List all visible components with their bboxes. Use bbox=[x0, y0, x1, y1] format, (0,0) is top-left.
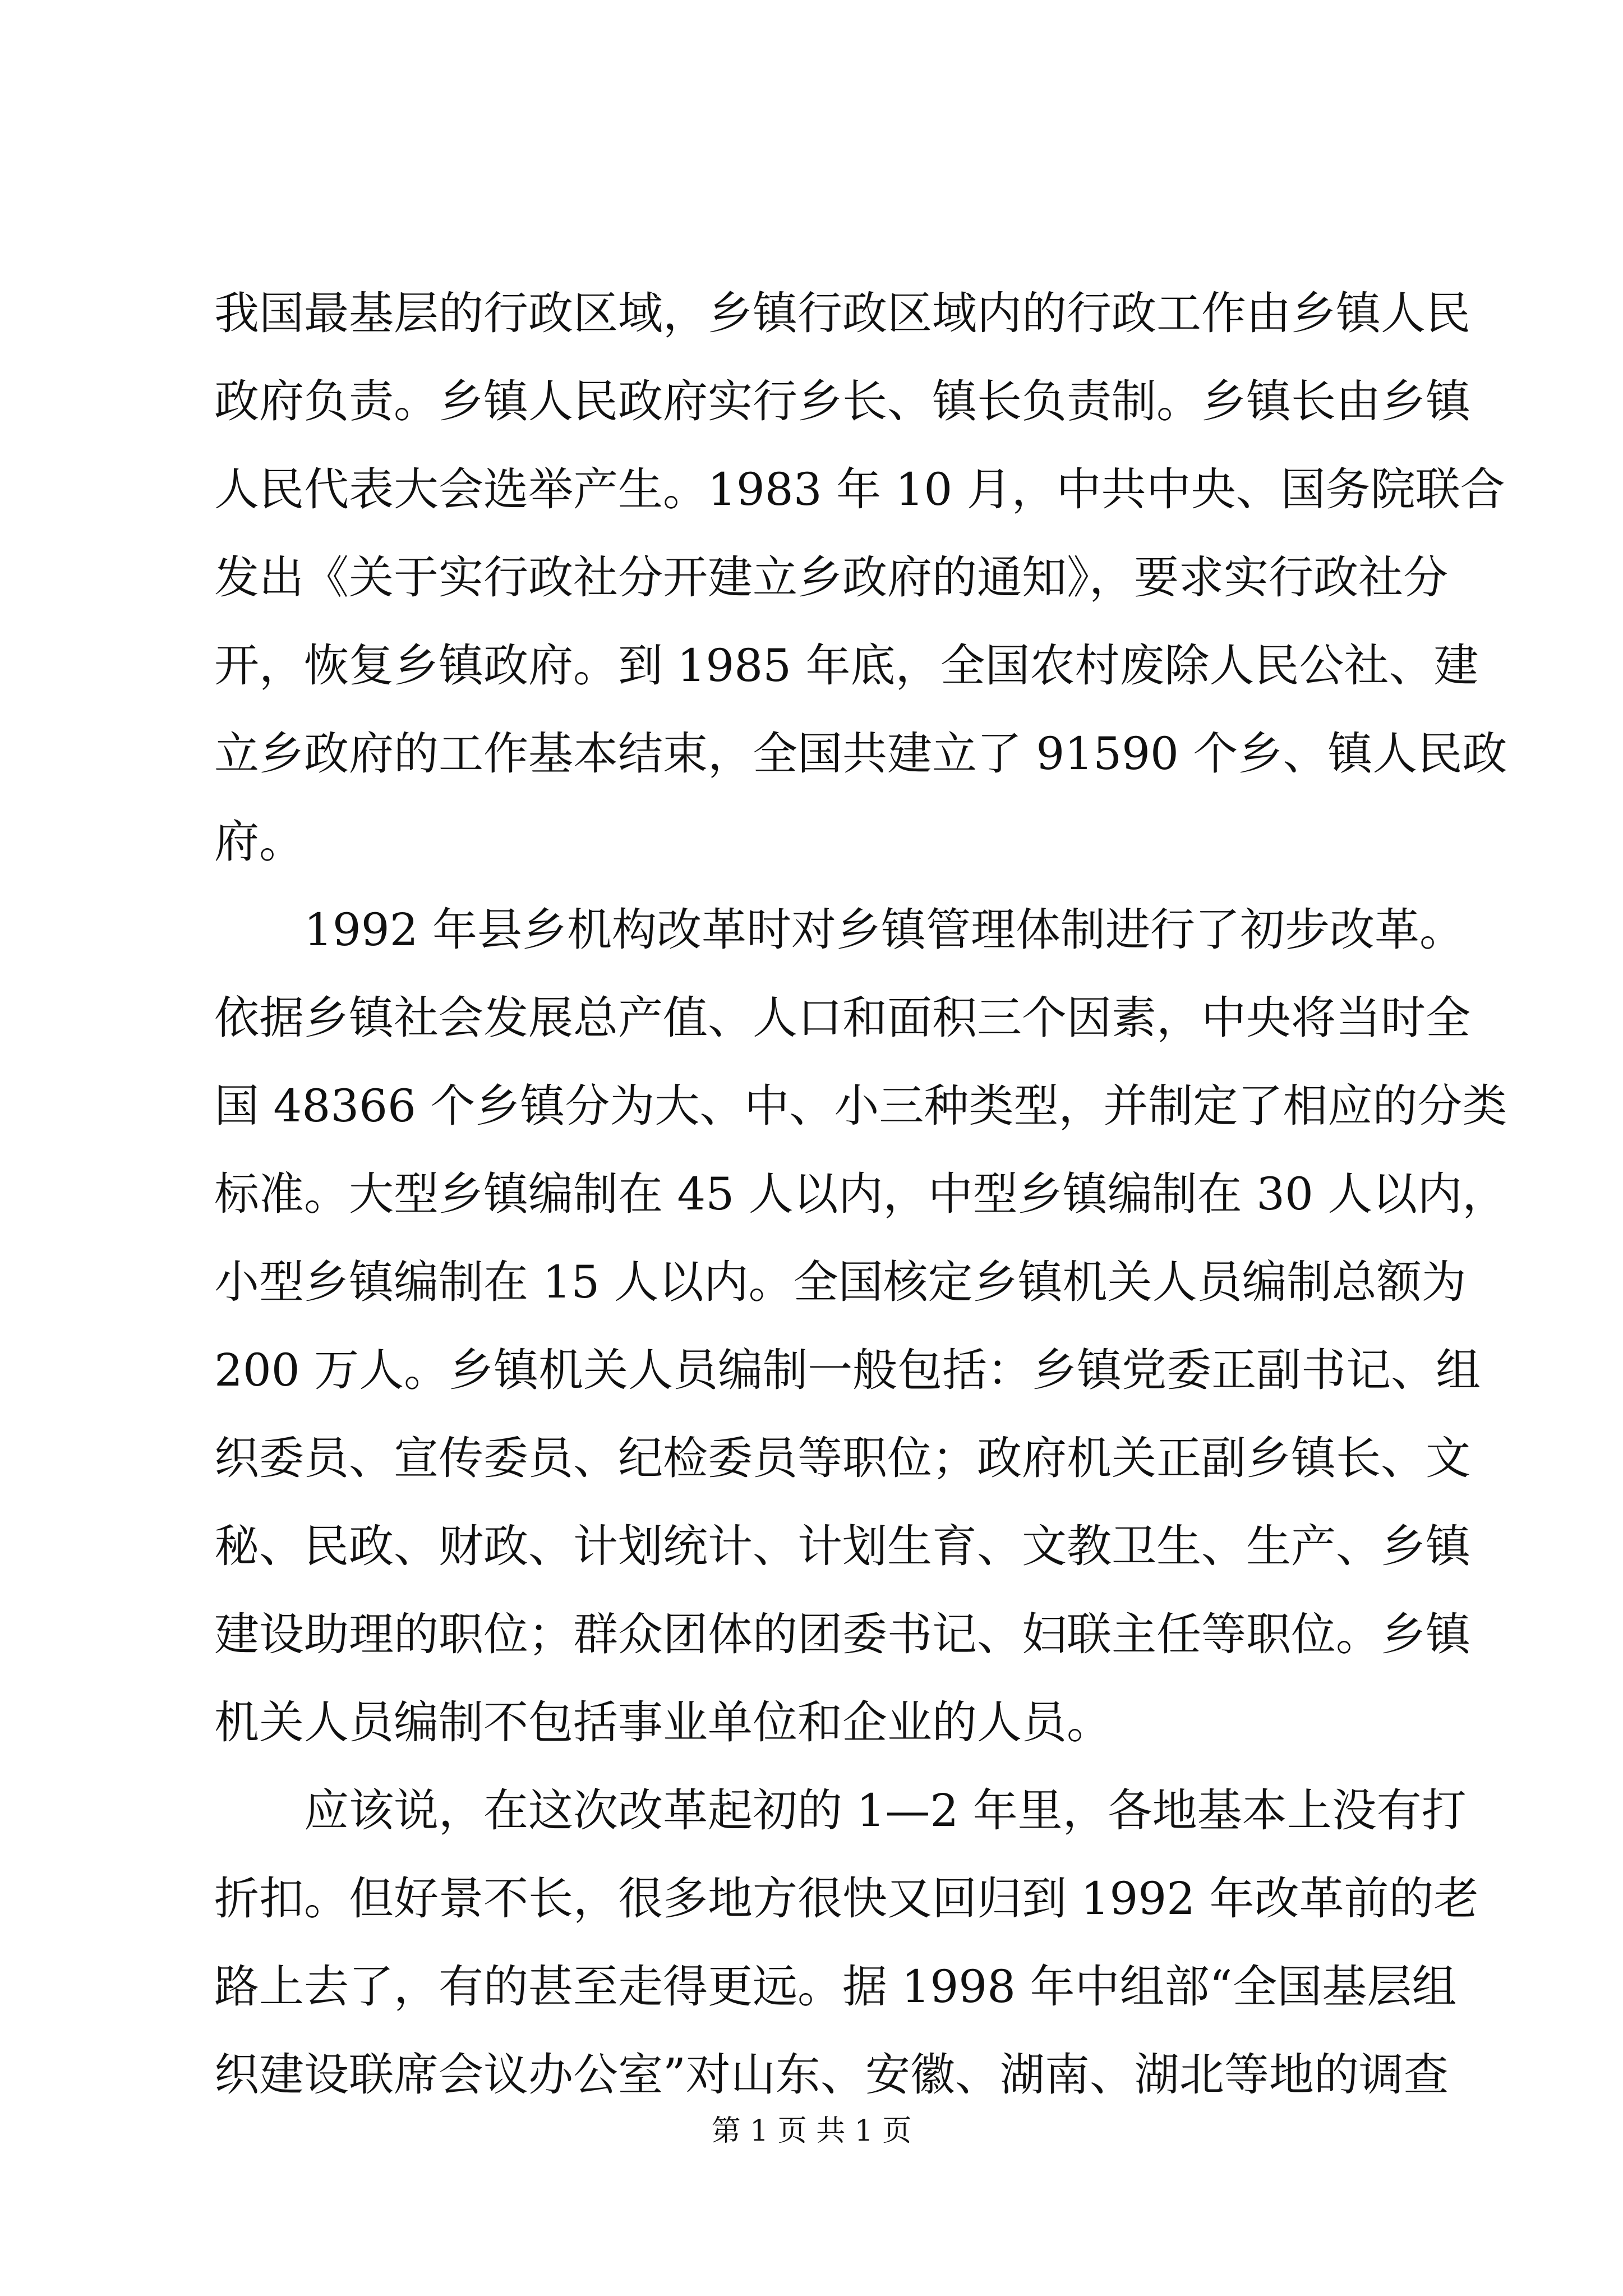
text-line: 织建设联席会议办公室”对山东、安徽、湖南、湖北等地的调查 bbox=[214, 2049, 1449, 2101]
text-line: 应该说，在这次改革起初的 1—2 年里，各地基本上没有打 bbox=[214, 1784, 1467, 1837]
text-line: 标准。大型乡镇编制在 45 人以内，中型乡镇编制在 30 人以内， bbox=[214, 1168, 1507, 1220]
text-line: 建设助理的职位；群众团体的团委书记、妇联主任等职位。乡镇 bbox=[214, 1608, 1470, 1660]
text-line: 路上去了，有的甚至走得更远。据 1998 年中组部“全国基层组 bbox=[214, 1961, 1457, 2013]
text-line: 开，恢复乡镇政府。到 1985 年底，全国农村废除人民公社、建 bbox=[214, 639, 1479, 692]
text-line: 小型乡镇编制在 15 人以内。全国核定乡镇机关人员编制总额为 bbox=[214, 1256, 1467, 1308]
text-line: 织委员、宣传委员、纪检委员等职位；政府机关正副乡镇长、文 bbox=[214, 1432, 1470, 1484]
text-line: 政府负责。乡镇人民政府实行乡长、镇长负责制。乡镇长由乡镇 bbox=[214, 375, 1470, 427]
body-text bbox=[214, 269, 1507, 2119]
text-line: 1992 年县乡机构改革时对乡镇管理体制进行了初步改革。 bbox=[214, 904, 1465, 956]
text-line: 依据乡镇社会发展总产值、人口和面积三个因素，中央将当时全 bbox=[214, 992, 1470, 1044]
text-line: 人民代表大会选举产生。1983 年 10 月，中共中央、国务院联合 bbox=[214, 463, 1505, 516]
page-number-footer: 第 1 页 共 1 页 bbox=[711, 2114, 912, 2148]
text-line: 立乡政府的工作基本结束，全国共建立了 91590 个乡、镇人民政 bbox=[214, 728, 1507, 780]
text-line: 200 万人。乡镇机关人员编制一般包括：乡镇党委正副书记、组 bbox=[214, 1344, 1481, 1396]
text-line: 府。 bbox=[214, 816, 304, 868]
text-line: 我国最基层的行政区域，乡镇行政区域内的行政工作由乡镇人民 bbox=[214, 287, 1470, 339]
text-line: 折扣。但好景不长，很多地方很快又回归到 1992 年改革前的老 bbox=[214, 1872, 1479, 1925]
text-line: 秘、民政、财政、计划统计、计划生育、文教卫生、生产、乡镇 bbox=[214, 1520, 1470, 1572]
text-line: 国 48366 个乡镇分为大、中、小三种类型，并制定了相应的分类 bbox=[214, 1080, 1507, 1132]
text-line: 机关人员编制不包括事业单位和企业的人员。 bbox=[214, 1696, 1112, 1749]
text-line: 发出《关于实行政社分开建立乡政府的通知》，要求实行政社分 bbox=[214, 551, 1448, 604]
